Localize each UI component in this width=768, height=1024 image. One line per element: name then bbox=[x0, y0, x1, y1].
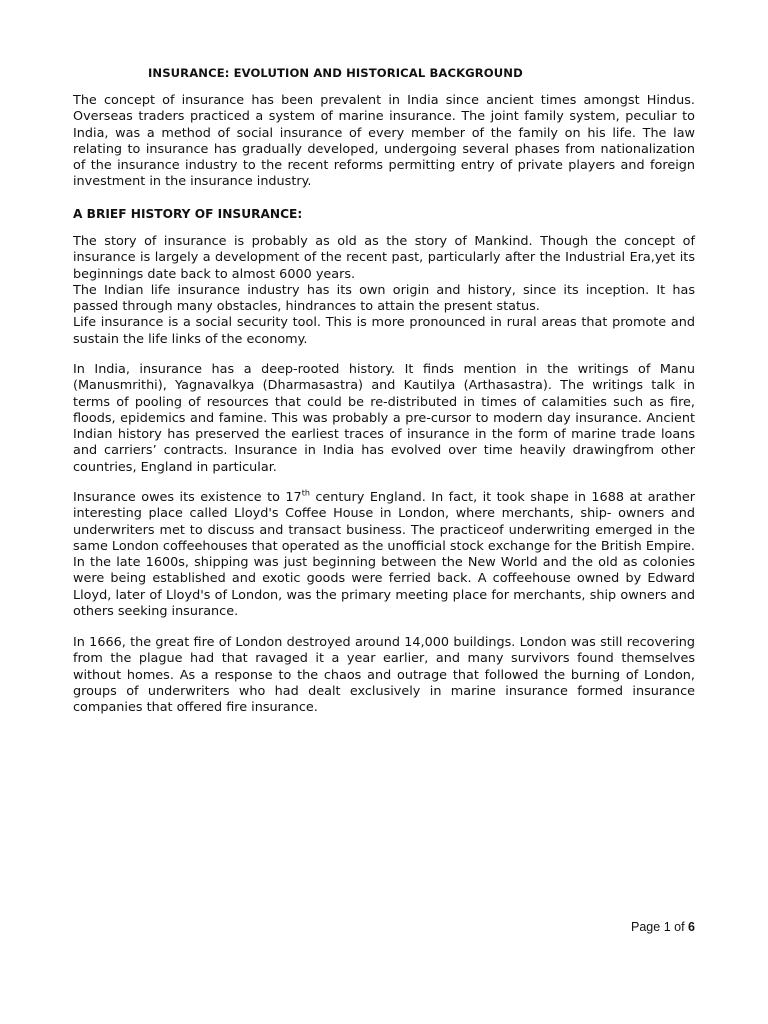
england-text-start: Insurance owes its existence to 17 bbox=[73, 490, 302, 505]
document-title: INSURANCE: EVOLUTION AND HISTORICAL BACKGROUND bbox=[148, 66, 523, 80]
history-paragraph bbox=[73, 234, 695, 348]
england-paragraph bbox=[73, 490, 695, 620]
history-line: The story of insurance is probably as old as the story of Mankind. Though the concept of insurance is largely a development of the recent past, particularly after the Industrial Era,yet its beginnings date back to almost 6000 years. bbox=[73, 234, 695, 282]
intro-text: The concept of insurance has been prevalent in India since ancient times amongst Hindus. Overseas traders practiced a system of marine insurance. The joint family system, peculiar to India, was a method of social insurance of every member of the family on his life. The law relating to insurance has gradually developed, undergoing several phases from nationalization of the insurance industry to the recent reforms permitting entry of private players and foreign investment in the insurance industry. bbox=[73, 93, 695, 190]
intro-paragraph bbox=[73, 93, 695, 191]
section-heading: A BRIEF HISTORY OF INSURANCE: bbox=[73, 207, 303, 221]
of-label: of bbox=[674, 920, 685, 934]
page-label: Page bbox=[631, 920, 661, 934]
england-text-rest: century England. In fact, it took shape in 1688 at arather interesting place called Lloyd's Coffee House in London, where merchants, ship- owners and underwriters met to discuss and transact business. The practiceof underwriting emerged in the same London coffeehouses that operated as the unofficial stock exchange for the British Empire. In the late 1600s, shipping was just beginning between the New World and the old as colonies were being established and exotic goods were ferried back. A coffeehouse owned by Edward Lloyd, later of Lloyd's of London, was the primary meeting place for merchants, ship owners and others seeking insurance. bbox=[73, 490, 695, 620]
page-number bbox=[631, 919, 695, 935]
india-paragraph bbox=[73, 362, 695, 476]
fire-paragraph bbox=[73, 635, 695, 716]
history-line: The Indian life insurance industry has its own origin and history, since its inception. It has passed through many obstacles, hindrances to attain the present status. bbox=[73, 282, 695, 315]
ordinal-suffix: th bbox=[301, 488, 310, 498]
india-text: In India, insurance has a deep-rooted history. It finds mention in the writings of Manu (Manusmrithi), Yagnavalkya (Dharmasastra) and Kautilya (Arthasastra). The writings talk in terms of pooling of resources that could be re-distributed in times of calamities such as fire, floods, epidemics and famine. This was probably a pre-cursor to modern day insurance. Ancient Indian history has preserved the earliest traces of insurance in the form of marine trade loans and carriers’ contracts. Insurance in India has evolved over time heavily drawingfrom other countries, England in particular. bbox=[73, 362, 695, 475]
total-pages: 6 bbox=[688, 920, 695, 934]
current-page: 1 bbox=[663, 920, 671, 934]
england-text bbox=[73, 490, 695, 620]
fire-text: In 1666, the great fire of London destroyed around 14,000 buildings. London was still recovering from the plague had that ravaged it a year earlier, and many survivors found themselves without homes. As a response to the chaos and outrage that followed the burning of London, groups of underwriters who had dealt exclusively in marine insurance formed insurance companies that offered fire insurance. bbox=[73, 635, 695, 716]
history-line: Life insurance is a social security tool. This is more pronounced in rural areas that promote and sustain the life links of the economy. bbox=[73, 315, 695, 347]
